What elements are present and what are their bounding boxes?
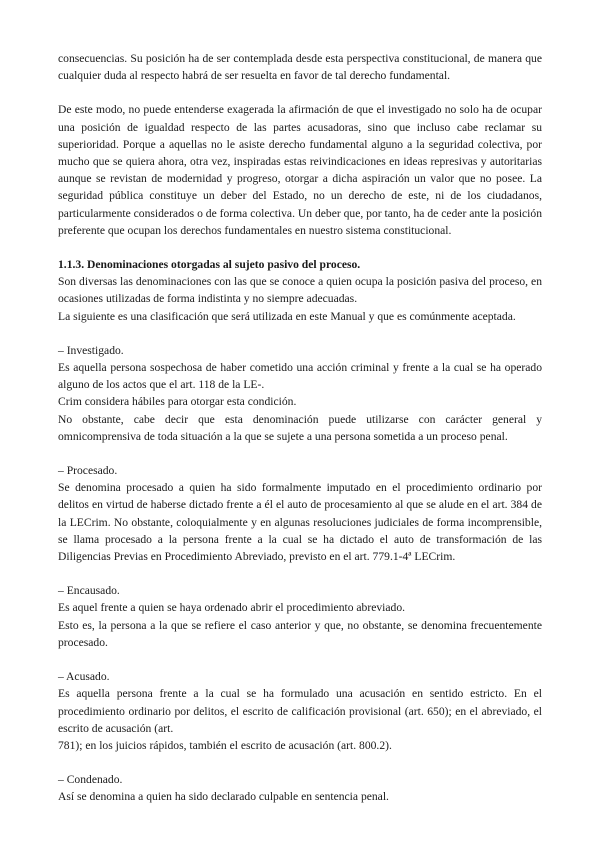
term-text: Se denomina procesado a quien ha sido formalmente imputado en el procedimiento ordinario por delitos en virtud de haberse dictado frente a él el auto de procesamiento al que se alude en el art. 384 de la LECrim. No obstante, coloquialmente y en algunas resoluciones judiciales de forma incomprensible, se llama procesado a la persona frente a la cual se ha dictado el auto de transformación de las Diligencias Previas en Procedimiento Abreviado, previsto en el art. 779.1-4ª LECrim.: [58, 481, 542, 564]
term-text: No obstante, cabe decir que esta denominación puede utilizarse con carácter general y omnicomprensiva de toda situación a la que se sujete a una persona sometida a un proceso penal.: [58, 412, 542, 443]
term-text: 781); en los juicios rápidos, también el escrito de acusación (art. 800.2).: [58, 738, 392, 752]
intro-paragraph-2: De este modo, no puede entenderse exagerada la afirmación de que el investigado no solo ha de ocupar una posición de igualdad respecto de las partes acusadoras, sino que incluso cabe reclamar su superioridad. Porque a aquellas no le asiste derecho fundamental alguno a la seguridad colectiva, por mucho que se quiera ahora, otra vez, inspiradas estas reivindicaciones en ideas represivas y autoritarias aunque se revistan de modernidad y progreso, otorgar a dicha aspiración un valor que no posee. La seguridad pública constituye un deber del Estado, no un derecho de este, ni de los ciudadanos, particularmente considerados o de forma colectiva. Un deber que, por tanto, ha de ceder ante la posición preferente que ocupan los derechos fundamentales en nuestro sistema constitucional.: [58, 103, 542, 237]
term-text: Es aquel frente a quien se haya ordenado abrir el procedimiento abreviado.: [58, 601, 406, 615]
term-text: Es aquella persona frente a la cual se ha formulado una acusación en sentido estricto. En el procedimiento ordinario por delitos, el escrito de calificación provisional (art. 650); en el abreviado, el escrito de acusación (art.: [58, 687, 542, 735]
section-heading: 1.1.3. Denominaciones otorgadas al sujeto pasivo del proceso.: [58, 258, 361, 272]
term-text: Es aquella persona sospechosa de haber cometido una acción criminal y frente a la cual se ha operado alguno de los actos que el art. 118 de la LE-.: [58, 361, 542, 392]
term-text: Crim considera hábiles para otorgar esta condición.: [58, 395, 297, 409]
term-text: Esto es, la persona a la que se refiere el caso anterior y que, no obstante, se denomina frecuentemente procesado.: [58, 618, 542, 649]
term-title-procesado: – Procesado.: [58, 464, 118, 478]
term-title-investigado: – Investigado.: [58, 343, 124, 357]
term-text: Así se denomina a quien ha sido declarado culpable en sentencia penal.: [58, 790, 389, 804]
term-title-condenado: – Condenado.: [58, 773, 123, 787]
section-paragraph-1: Son diversas las denominaciones con las que se conoce a quien ocupa la posición pasiva del proceso, en ocasiones utilizadas de forma indistinta y no siempre adecuadas.: [58, 275, 542, 306]
term-title-acusado: – Acusado.: [58, 670, 110, 684]
document-page: [58, 50, 542, 806]
section-paragraph-2: La siguiente es una clasificación que será utilizada en este Manual y que es comúnmente aceptada.: [58, 309, 516, 323]
term-title-encausado: – Encausado.: [58, 584, 120, 598]
intro-paragraph-1: consecuencias. Su posición ha de ser contemplada desde esta perspectiva constitucional, de manera que cualquier duda al respecto habrá de ser resuelta en favor de tal derecho fundamental.: [58, 52, 542, 83]
